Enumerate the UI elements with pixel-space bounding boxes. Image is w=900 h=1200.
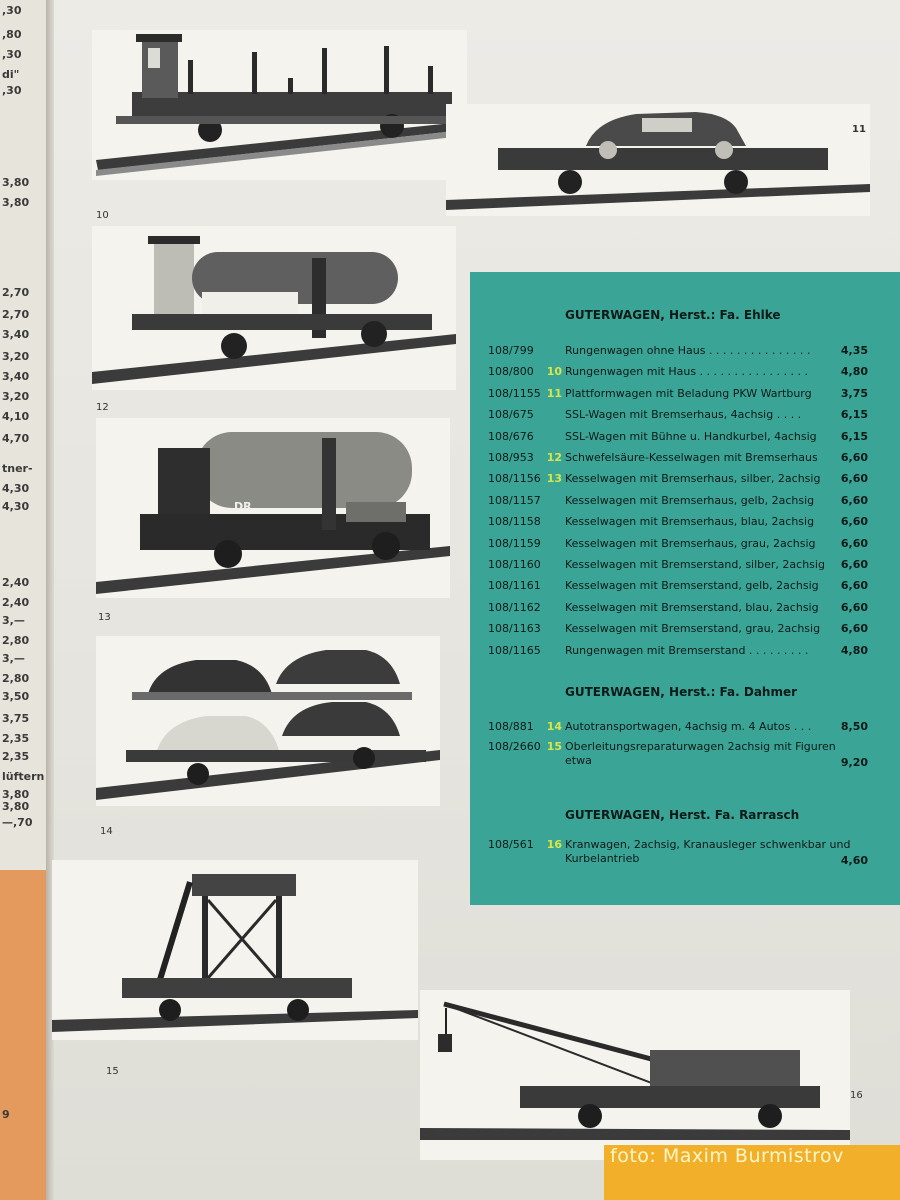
orange-page-edge [0,870,50,1200]
figure-12-schwefelsaeure-kesselwagen [92,226,456,390]
left-page-number: 2,80 [2,634,30,647]
catalog-number: 108/675 [488,408,534,422]
left-page-number: di" [2,68,20,81]
left-page-number: 4,30 [2,482,30,495]
figure-label-13: 13 [98,612,111,623]
figure-label-14: 14 [100,826,113,837]
left-page-number: 2,70 [2,286,30,299]
left-page-number: 2,80 [2,672,30,685]
price-row [470,579,900,599]
item-price: 6,60 [840,451,868,464]
catalog-number: 108/676 [488,429,534,443]
item-description: Schwefelsäure-Kesselwagen mit Bremserhaus [565,451,818,464]
item-description: Kesselwagen mit Bremserhaus, gelb, 2achsig [565,493,815,507]
item-description: Kesselwagen mit Bremserhaus, blau, 2achsig [565,515,815,529]
price-row [470,430,900,450]
item-price: 3,75 [840,386,868,400]
price-row [470,365,900,385]
price-row [470,644,900,664]
figure-reference: 10 [546,365,562,379]
left-page-number: 3,— [2,652,25,665]
item-price: 6,60 [840,472,868,486]
catalog-number: 108/1163 [488,622,541,636]
left-page-number: 4,10 [2,410,30,423]
figure-reference: 11 [546,386,562,400]
left-page-number: 3,75 [2,712,30,725]
left-page-number: ,80 [2,28,22,41]
price-row [470,515,900,535]
figure-reference: 16 [546,838,562,851]
catalog-number: 108/1156 [488,472,541,486]
left-page-number: 3,80 [2,196,30,209]
price-row [470,387,900,407]
item-price: 6,60 [840,600,868,614]
left-page-number: 4,30 [2,500,30,513]
section-title-ehlke: GUTERWAGEN, Herst.: Fa. Ehlke [565,308,781,322]
price-row [470,601,900,621]
left-page-number: 2,70 [2,308,30,321]
item-price: 6,60 [840,536,868,550]
photo-credit-watermark [604,1145,900,1200]
catalog-number: 108/1161 [488,579,541,593]
catalog-number: 108/799 [488,344,534,357]
price-row [470,408,900,428]
item-description: Kranwagen, 2achsig, Kranausleger schwenkbar und Kurbelantrieb [565,838,851,865]
left-page-number: ,30 [2,48,22,61]
item-price: 4,80 [840,643,868,657]
left-page-number: 2,40 [2,596,30,609]
left-page-number: lüftern [2,770,45,783]
price-row [470,344,900,364]
figure-label-10: 10 [96,210,109,221]
item-price: 4,80 [840,365,868,379]
left-page-number: 4,70 [2,432,30,445]
left-page-number: 3,80 [2,176,30,189]
item-description: SSL-Wagen mit Bremserhaus, 4achsig . . . . [565,408,802,422]
photo-credit-text: foto: Maxim Burmistrov [610,1145,844,1167]
item-price: 6,15 [840,429,868,443]
left-page-number: 3,40 [2,370,30,383]
item-price: 6,60 [840,493,868,507]
figure-label-15: 15 [106,1066,119,1077]
catalog-number: 108/881 [488,720,534,733]
catalog-number: 108/2660 [488,740,541,753]
figure-16-kranwagen [420,990,850,1160]
item-description: Kesselwagen mit Bremserstand, grau, 2achsig [565,622,821,636]
left-page-number: 3,— [2,614,25,627]
left-page-number: 3,80 [2,800,30,813]
item-description: Kesselwagen mit Bremserhaus, silber, 2achsig [565,472,821,486]
section-title-dahmer: GUTERWAGEN, Herst.: Fa. Dahmer [565,685,798,699]
item-price: 9,20 [840,756,868,769]
section-title-rarrasch: GUTERWAGEN, Herst. Fa. Rarrasch [565,808,800,822]
item-description: Rungenwagen ohne Haus . . . . . . . . . . . . . . . [565,344,811,357]
figure-15-oberleitungsreparaturwagen [52,860,418,1040]
price-row [470,472,900,492]
item-price: 6,60 [840,558,868,571]
left-page-number: 3,20 [2,390,30,403]
item-description: Kesselwagen mit Bremserstand, blau, 2achsig [565,600,819,614]
figure-reference: 13 [546,472,562,486]
item-description: Rungenwagen mit Bremserstand . . . . . . . . . [565,643,809,657]
price-row [470,838,900,867]
catalog-number: 108/1160 [488,558,541,571]
left-page-strip [0,0,50,1200]
left-page-number: —,70 [2,816,33,829]
item-price: 4,60 [840,854,868,867]
figure-reference: 15 [546,740,562,753]
item-description: Plattformwagen mit Beladung PKW Wartburg [565,386,812,400]
catalog-number: 108/953 [488,451,534,464]
left-page-number: 9 [2,1108,10,1121]
item-description: Kesselwagen mit Bremserhaus, grau, 2achsig [565,536,816,550]
figure-reference: 14 [546,720,562,733]
catalog-number: 108/1155 [488,386,541,400]
left-page-number: 2,35 [2,750,30,763]
price-row [470,720,900,740]
item-price: 4,35 [840,344,868,357]
catalog-number: 108/800 [488,365,534,379]
price-row [470,558,900,578]
catalog-number: 108/1159 [488,536,541,550]
price-row [470,537,900,557]
item-price: 6,60 [840,579,868,593]
price-row [470,451,900,471]
figure-label-11: 11 [852,124,866,135]
figure-reference: 12 [546,451,562,464]
catalog-number: 108/1165 [488,643,541,657]
figure-14-autotransportwagen [96,636,440,806]
catalog-number: 108/1158 [488,515,541,529]
item-description: Autotransportwagen, 4achsig m. 4 Autos . . . [565,720,812,733]
catalog-number: 108/1157 [488,493,541,507]
left-page-number: 3,50 [2,690,30,703]
figure-10-rungenwagen [92,30,467,180]
figure-label-16: 16 [850,1090,863,1101]
item-description: Kesselwagen mit Bremserstand, silber, 2achsig [565,558,825,571]
left-page-number: tner- [2,462,33,475]
item-price: 8,50 [840,720,868,733]
catalog-number: 108/561 [488,838,534,851]
left-page-number: ,30 [2,4,22,17]
price-row [470,622,900,642]
wagon-marking-dr: DR [234,500,252,513]
price-row [470,740,900,769]
figure-11-plattformwagen [446,104,870,216]
item-description: Kesselwagen mit Bremserstand, gelb, 2achsig [565,579,819,593]
figure-13-kesselwagen [96,418,450,598]
item-price: 6,60 [840,622,868,636]
item-price: 6,60 [840,515,868,529]
catalog-number: 108/1162 [488,600,541,614]
item-description: Rungenwagen mit Haus . . . . . . . . . . . . . . . . [565,365,808,379]
left-page-number: 2,40 [2,576,30,589]
left-page-number: 2,35 [2,732,30,745]
left-page-number: ,30 [2,84,22,97]
left-page-number: 3,40 [2,328,30,341]
item-price: 6,15 [840,408,868,422]
item-description: SSL-Wagen mit Bühne u. Handkurbel, 4achsig [565,429,817,443]
price-row [470,494,900,514]
figure-label-12: 12 [96,402,109,413]
left-page-number: 3,80 [2,788,30,801]
left-page-number: 3,20 [2,350,30,363]
price-list-box [470,272,900,905]
item-description: Oberleitungsreparaturwagen 2achsig mit Figuren etwa [565,740,836,767]
